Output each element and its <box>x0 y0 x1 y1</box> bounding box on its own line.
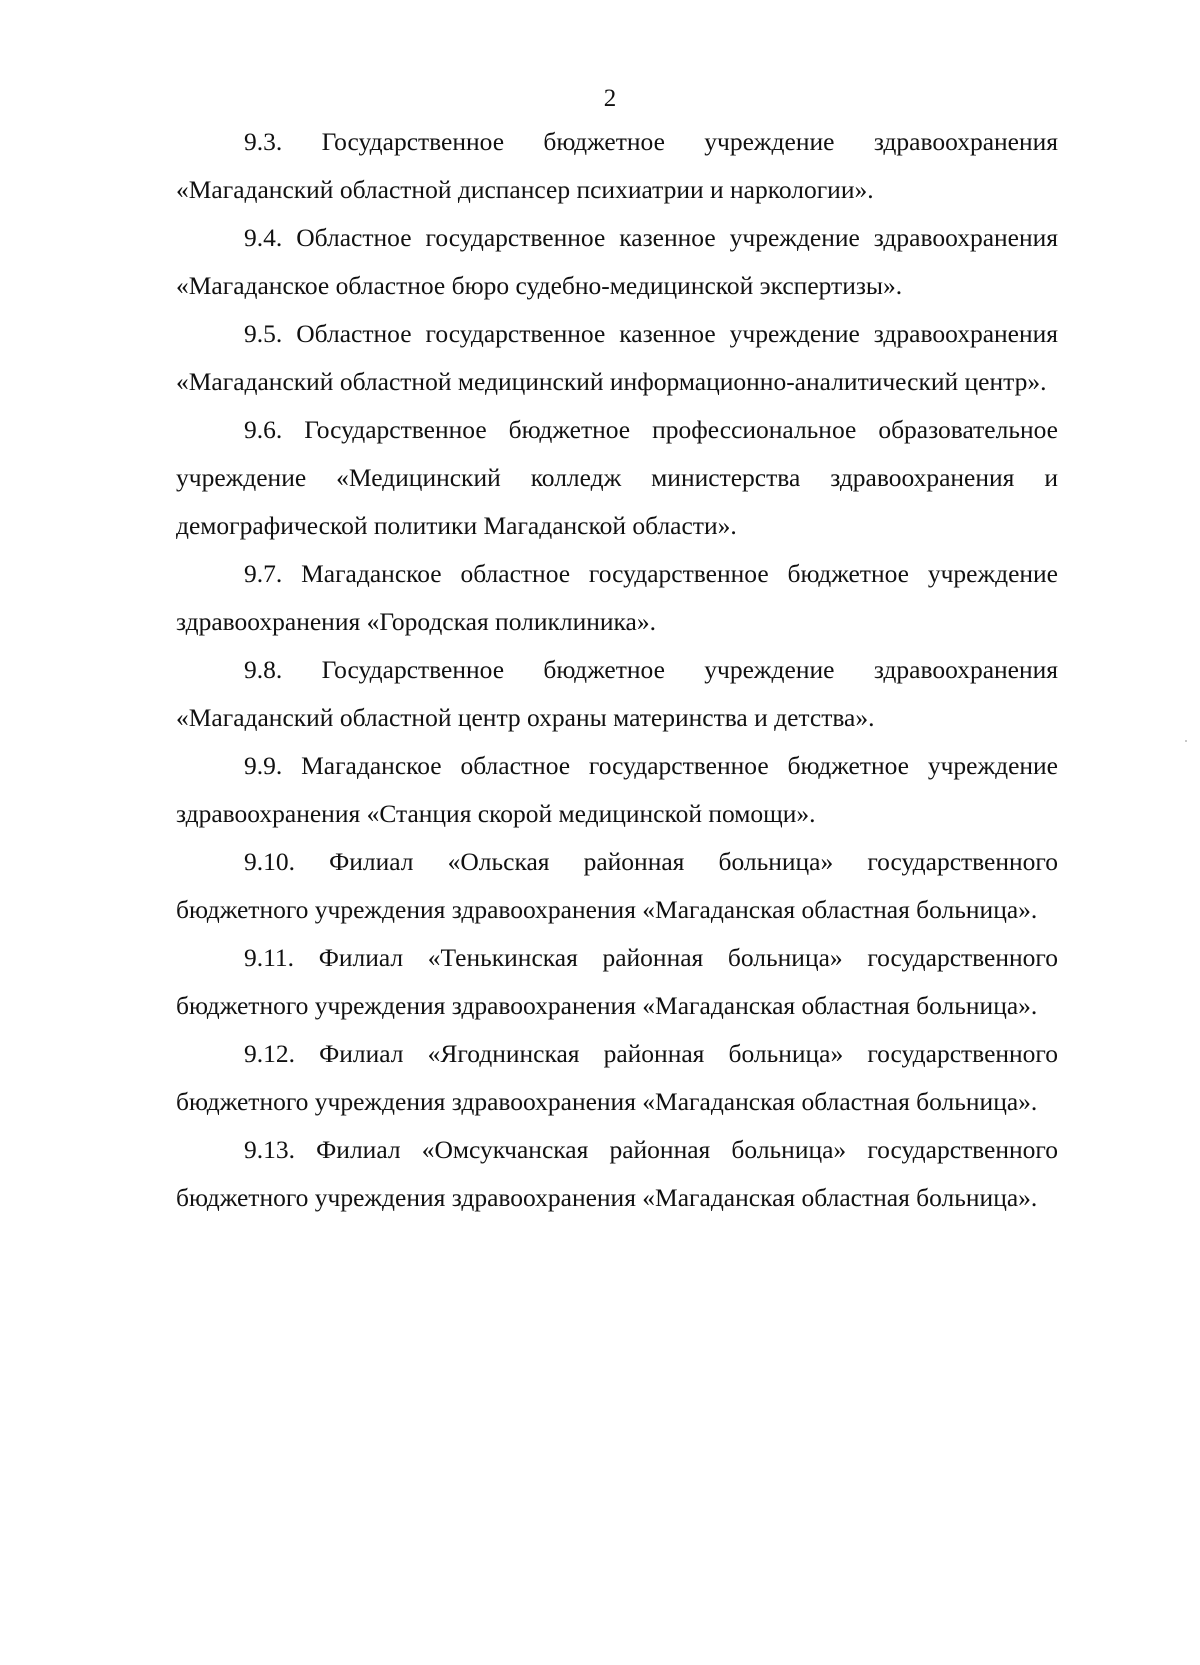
list-item <box>176 934 1058 1030</box>
item-number: 9.4. <box>244 223 283 252</box>
item-text: Филиал «Омсукчанская районная больница» государственного бюджетного учреждения здравоохранения «Магаданская областная больница». <box>176 1135 1058 1212</box>
item-text: Филиал «Ольская районная больница» государственного бюджетного учреждения здравоохранения «Магаданская областная больница». <box>176 847 1058 924</box>
item-number: 9.10. <box>244 847 295 876</box>
item-text: Государственное бюджетное учреждение здравоохранения «Магаданский областной центр охраны материнства и детства». <box>176 655 1059 732</box>
item-text: Филиал «Ягоднинская районная больница» государственного бюджетного учреждения здравоохранения «Магаданская областная больница». <box>176 1039 1058 1116</box>
list-item <box>176 742 1058 838</box>
document-body <box>176 118 1058 1222</box>
item-text: Филиал «Тенькинская районная больница» государственного бюджетного учреждения здравоохранения «Магаданская областная больница». <box>176 943 1058 1020</box>
item-number: 9.9. <box>244 751 283 780</box>
list-item <box>176 310 1058 406</box>
list-item <box>176 1126 1058 1222</box>
list-item <box>176 646 1058 742</box>
item-number: 9.6. <box>244 415 283 444</box>
list-item <box>176 1030 1058 1126</box>
scan-artifact <box>1185 740 1187 742</box>
item-text: Магаданское областное государственное бюджетное учреждение здравоохранения «Станция скорой медицинской помощи». <box>176 751 1058 828</box>
item-number: 9.13. <box>244 1135 295 1164</box>
item-text: Государственное бюджетное профессиональное образовательное учреждение «Медицинский колледж министерства здравоохранения и демографической политики Магаданской области». <box>176 415 1059 540</box>
item-text: Областное государственное казенное учреждение здравоохранения «Магаданский областной медицинский информационно-аналитический центр». <box>176 319 1058 396</box>
list-item <box>176 406 1058 550</box>
list-item <box>176 214 1058 310</box>
list-item <box>176 118 1058 214</box>
item-text: Государственное бюджетное учреждение здравоохранения «Магаданский областной диспансер психиатрии и наркологии». <box>176 127 1059 204</box>
item-number: 9.7. <box>244 559 283 588</box>
page-number: 2 <box>603 85 617 112</box>
list-item <box>176 550 1058 646</box>
item-number: 9.12. <box>244 1039 295 1068</box>
item-text: Областное государственное казенное учреждение здравоохранения «Магаданское областное бюро судебно-медицинской экспертизы». <box>176 223 1058 300</box>
item-number: 9.5. <box>244 319 283 348</box>
item-number: 9.3. <box>244 127 283 156</box>
item-text: Магаданское областное государственное бюджетное учреждение здравоохранения «Городская поликлиника». <box>176 559 1058 636</box>
list-item <box>176 838 1058 934</box>
item-number: 9.8. <box>244 655 283 684</box>
item-number: 9.11. <box>244 943 295 972</box>
